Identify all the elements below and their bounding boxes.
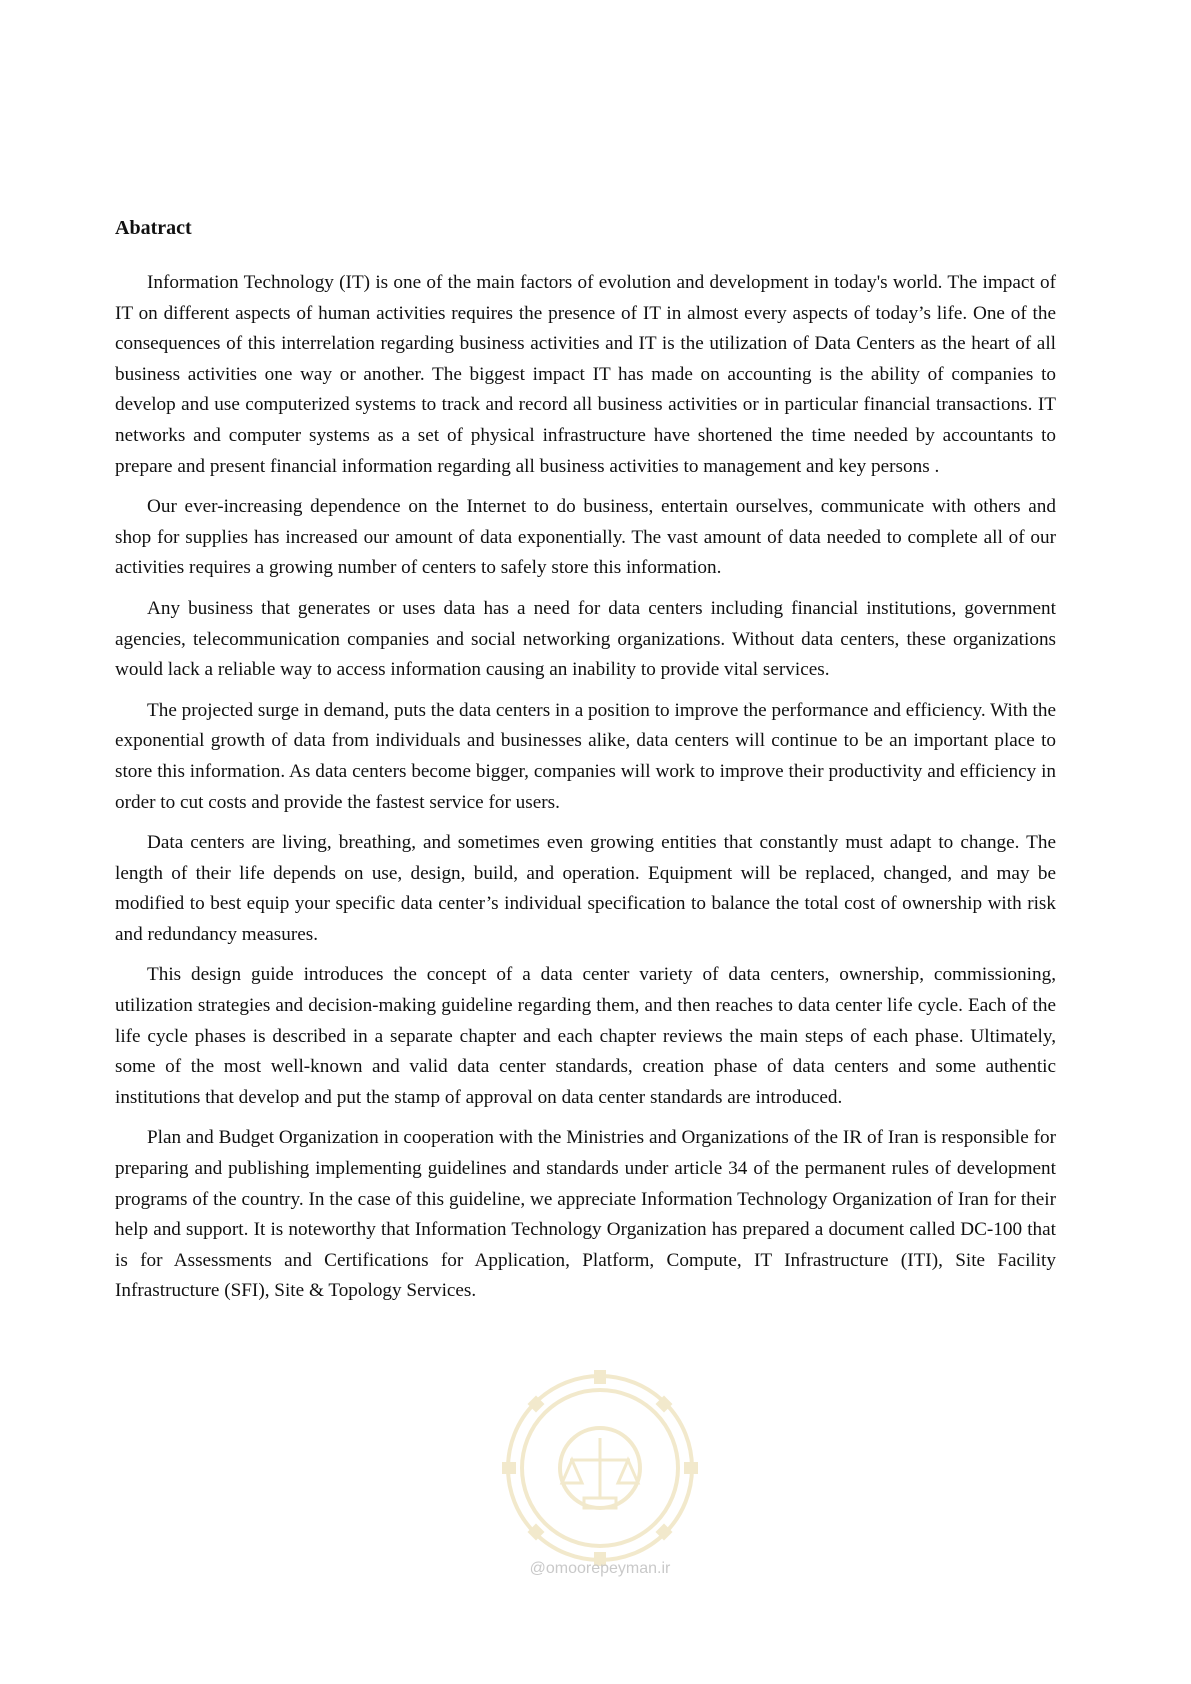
paragraph-4: The projected surge in demand, puts the data centers in a position to improve the performance and efficiency. With the exponential growth of data from individuals and businesses alike, data centers will continue to be an important place to store this information. As data centers become bigger, companies will work to improve their productivity and efficiency in order to cut costs and provide the fastest service for users. bbox=[115, 699, 1056, 813]
paragraph-2: Our ever-increasing dependence on the Internet to do business, entertain ourselves, communicate with others and shop for supplies has increased our amount of data exponentially. The vast amount of data needed to complete all of our activities requires a growing number of centers to safely store this information. bbox=[115, 496, 1056, 579]
paragraph-3: Any business that generates or uses data has a need for data centers including financial institutions, government agencies, telecommunication companies and social networking organizations. Without data centers, these organizations would lack a reliable way to access information causing an inability to provide vital services. bbox=[115, 597, 1056, 681]
paragraph-5: Data centers are living, breathing, and sometimes even growing entities that constantly must adapt to change. The length of their life depends on use, design, build, and operation. Equipment will be replaced, changed, and may be modified to best equip your specific data center’s individual specification to balance the total cost of ownership with risk and redundancy measures. bbox=[115, 832, 1056, 945]
paragraph-6: This design guide introduces the concept of a data center variety of data centers, ownership, commissioning, utilization strategies and decision-making guideline regarding them, and then reaches to data center life cycle. Each of the life cycle phases is described in a separate chapter and each chapter reviews the main steps of each phase. Ultimately, some of the most well-known and valid data center standards, creation phase of data centers and some authentic institutions that develop and put the stamp of approval on data center standards are introduced. bbox=[115, 964, 1056, 1108]
abstract-heading: Abatract bbox=[115, 217, 192, 239]
paragraph-7: Plan and Budget Organization in cooperation with the Ministries and Organizations of the IR of Iran is responsible for preparing and publishing implementing guidelines and standards under article 34 of the permanent rules of development programs of the country. In the case of this guideline, we appreciate Information Technology Organization of Iran for their help and support. It is noteworthy that Information Technology Organization has prepared a document called DC-100 that is for Assessments and Certifications for Application, Platform, Compute, IT Infrastructure (ITI), Site Facility Infrastructure (SFI), Site & Topology Services. bbox=[115, 1127, 1056, 1302]
gear-seal-icon bbox=[500, 1368, 700, 1568]
paragraph-1: Information Technology (IT) is one of the main factors of evolution and development in today's world. The impact of IT on different aspects of human activities requires the presence of IT in almost every aspects of today’s life. One of the consequences of this interrelation regarding business activities and IT is the utilization of Data Centers as the heart of all business activities one way or another. The biggest impact IT has made on accounting is the ability of companies to develop and use computerized systems to track and record all business activities or in particular financial transactions. IT networks and computer systems as a set of physical infrastructure have shortened the time needed by accountants to prepare and present financial information regarding all business activities to management and key persons . bbox=[115, 272, 1056, 477]
watermark-caption: @omoorepeyman.ir bbox=[529, 1560, 671, 1577]
document-page bbox=[115, 214, 1056, 1317]
